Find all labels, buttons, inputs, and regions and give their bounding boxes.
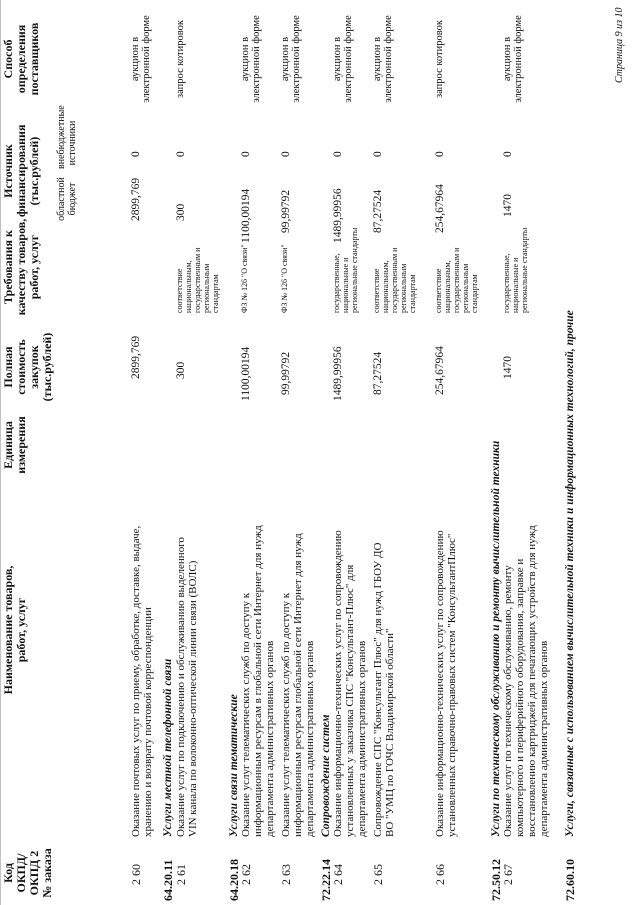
row-external: 0 bbox=[175, 151, 187, 157]
scan-smudge bbox=[0, 0, 1, 905]
header-funding-regional: областной бюджет bbox=[56, 177, 78, 221]
section-title: Услуги, связанные с использованием вычислительной техники и информационных технологий, прочие bbox=[564, 310, 576, 837]
page-number: Страница 9 из 10 bbox=[614, 7, 625, 83]
row-quality: соответствие национальным, государственным и региональным стандартам bbox=[372, 247, 417, 313]
row-regional: 1470 bbox=[502, 194, 514, 217]
row-external: 0 bbox=[280, 151, 292, 157]
table-row bbox=[239, 0, 276, 905]
row-quality: соответствие национальным, государственным и региональным стандартам bbox=[434, 247, 479, 313]
section-row bbox=[489, 0, 503, 905]
row-regional: 87,27524 bbox=[372, 189, 384, 233]
table-row bbox=[174, 0, 220, 905]
row-code: 2 64 bbox=[331, 864, 345, 885]
header-cost: Полная стоимость закупок (тыс.рублей) bbox=[1, 332, 54, 402]
row-name: Оказание информационно-технических услуг по сопровождению установленных справочно-правовых систем "КонсультантПлюс" bbox=[434, 530, 458, 837]
row-cost: 2899,769 bbox=[130, 335, 142, 379]
row-method: аукцион в электронной форме bbox=[240, 15, 262, 103]
row-name: Сопровождение СПС "Консультант Плюс" для нужд ГБОУ ДО ВО "УМЦ по ГОЧС Владимирской области" bbox=[372, 542, 396, 837]
row-quality: ФЗ № 126 "О связи" bbox=[280, 244, 289, 313]
section-code: 72.22.14 bbox=[319, 859, 333, 901]
section-code: 64.20.11 bbox=[161, 859, 175, 901]
table-row bbox=[129, 0, 154, 905]
section-title: Услуги местной телефонной связи bbox=[162, 658, 174, 837]
section-row bbox=[227, 0, 241, 905]
section-title: Услуги по техническому обслуживанию и ремонту вычислительной техники bbox=[490, 440, 502, 837]
row-cost: 1100,00194 bbox=[240, 346, 252, 401]
header-method: Способ определения поставщиков bbox=[1, 22, 41, 96]
row-name: Оказание почтовых услуг по приему, обработке, доставке, выдаче, хранению и возврату почтовой корреспонденции bbox=[130, 525, 154, 837]
section-code: 64.20.18 bbox=[227, 859, 241, 901]
row-regional: 99,99792 bbox=[280, 189, 292, 233]
row-cost: 1470 bbox=[502, 356, 514, 379]
row-name: Оказание информационно-технических услуг по сопровождению установленных у заказчика СПС "Консультант-Плюс" для департамента административных органов bbox=[332, 530, 368, 837]
row-name: Оказание услуг по техническому обслуживанию, ремонту компьютерного и периферийного оборудования, заправке и восстановлению картриджей для печатающих устройств для нужд департамента административных органов bbox=[502, 525, 550, 837]
section-code: 72.60.10 bbox=[563, 859, 577, 901]
row-regional: 2899,769 bbox=[130, 177, 142, 221]
row-method: аукцион в электронной форме bbox=[372, 15, 394, 103]
row-name: Оказание услуг по подключению и обслуживанию выделенного VIN канала по волоконно-оптической линии связи (ВОЛС) bbox=[175, 537, 199, 837]
row-external: 0 bbox=[332, 151, 344, 157]
section-title: Услуги связи тематические bbox=[228, 694, 240, 837]
row-cost: 99,99792 bbox=[280, 351, 292, 395]
row-regional: 254,67964 bbox=[434, 184, 446, 233]
row-external: 0 bbox=[434, 151, 446, 157]
row-external: 0 bbox=[502, 151, 514, 157]
row-regional: 1489,99956 bbox=[332, 188, 344, 243]
table-row bbox=[501, 0, 550, 905]
row-code: 2 67 bbox=[501, 864, 515, 885]
row-name: Оказание услуг телематических служб по доступу к информационным ресурсам в глобальной сети Интернет для нужд департамента административных органов bbox=[240, 525, 276, 837]
row-code: 2 60 bbox=[129, 864, 143, 885]
section-row bbox=[319, 0, 333, 905]
section-row bbox=[563, 0, 577, 905]
header-funding-external: внебюджетные источники bbox=[56, 105, 78, 169]
row-code: 2 63 bbox=[279, 864, 293, 885]
header-quality: Требования к качеству товаров, работ, услуг bbox=[1, 218, 41, 316]
section-code: 72.50.12 bbox=[489, 859, 503, 901]
row-name: Оказание услуг телематических служб по доступу к информационным ресурсам глобальной сети Интернет для нужд департамента административных органов bbox=[280, 533, 316, 837]
row-external: 0 bbox=[372, 151, 384, 157]
row-cost: 1489,99956 bbox=[332, 346, 344, 401]
header-code: Код ОКПД/ ОКПД 2 № заказа bbox=[1, 848, 54, 898]
row-cost: 300 bbox=[175, 361, 187, 379]
row-external: 0 bbox=[130, 151, 142, 157]
row-quality: государственные, национальные и региональные стандарты bbox=[332, 227, 359, 313]
row-quality: ФЗ № 126 "О связи" bbox=[240, 244, 249, 313]
row-external: 0 bbox=[240, 151, 252, 157]
row-code: 2 61 bbox=[174, 864, 188, 885]
table-row bbox=[331, 0, 368, 905]
row-code: 2 66 bbox=[433, 864, 447, 885]
row-cost: 254,67964 bbox=[434, 346, 446, 395]
section-row bbox=[161, 0, 175, 905]
row-cost: 87,27524 bbox=[372, 351, 384, 395]
row-regional: 1100,00194 bbox=[240, 188, 252, 243]
row-method: запрос котировок bbox=[175, 20, 186, 98]
row-code: 2 62 bbox=[239, 864, 253, 885]
table-row bbox=[279, 0, 316, 905]
row-regional: 300 bbox=[175, 203, 187, 221]
table-row bbox=[371, 0, 417, 905]
row-method: аукцион в электронной форме bbox=[332, 15, 354, 103]
row-quality: государственные, национальные и региональные стандарты bbox=[502, 227, 529, 313]
row-method: аукцион в электронной форме bbox=[130, 15, 152, 103]
row-method: аукцион в электронной форме bbox=[280, 15, 302, 103]
section-title: Сопровождение систем bbox=[320, 714, 332, 837]
row-quality: соответствие национальным, государственным и региональным стандартам bbox=[175, 247, 220, 313]
row-method: аукцион в электронной форме bbox=[502, 15, 524, 103]
row-code: 2 65 bbox=[371, 864, 385, 885]
table-row bbox=[433, 0, 479, 905]
row-method: запрос котировок bbox=[434, 20, 445, 98]
header-funding: Источник финансирования (тыс.рублей) bbox=[1, 124, 41, 217]
header-unit: Единица измерения bbox=[1, 416, 28, 474]
header-name: Наименование товаров, работ, услуг bbox=[1, 565, 28, 695]
